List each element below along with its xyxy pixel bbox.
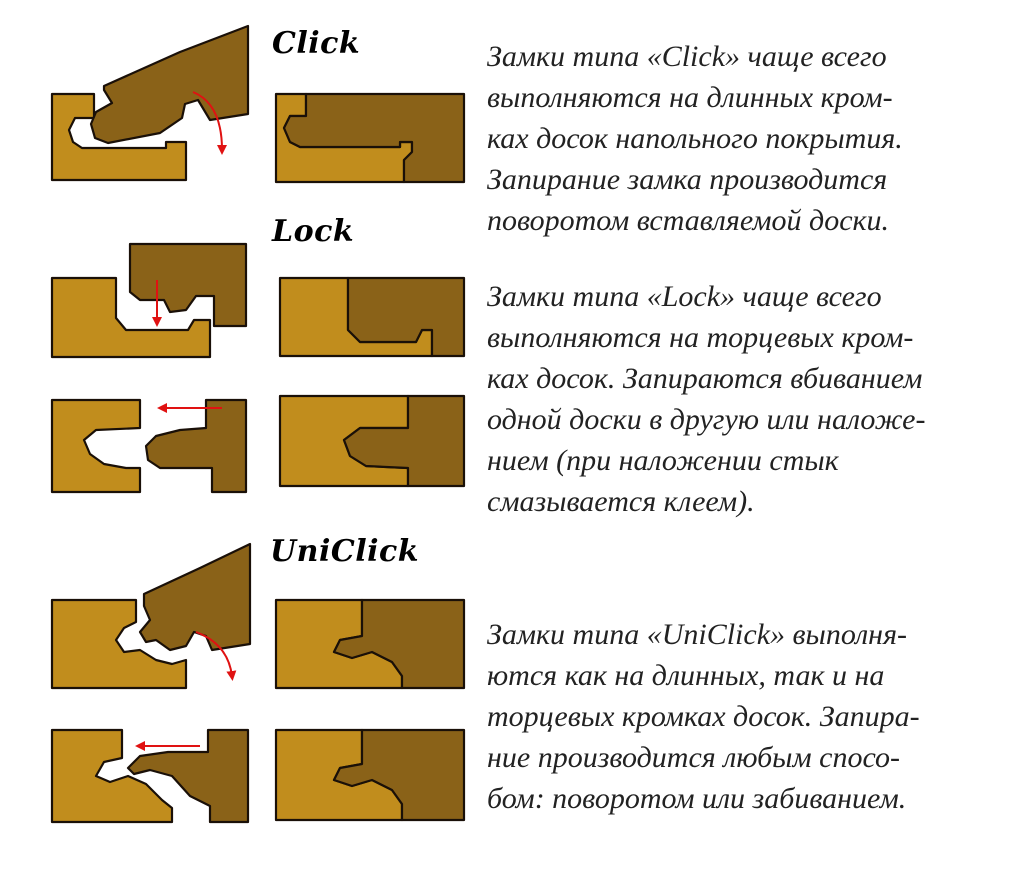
click-description-line: поворотом вставляемой доски.	[487, 204, 890, 237]
uniclick-insert-board-1	[140, 544, 250, 650]
uniclick-description-line: ние производится любым спосо-	[487, 741, 900, 774]
click-description-line: Запирание замка производится	[487, 163, 888, 196]
lock-insert-board-2	[146, 400, 246, 492]
lock-description-line: смазывается клеем).	[487, 485, 755, 518]
click-heading: Click	[272, 26, 361, 61]
click-insertion-illustration	[52, 26, 248, 180]
uniclick-description	[487, 614, 1007, 819]
uniclick-rotation-illustration	[52, 544, 250, 688]
lock-description-line: Замки типа «Lock» чаще всего	[487, 280, 882, 313]
uniclick-horizontal-insertion-illustration	[52, 730, 248, 822]
uniclick-horizontal-joined-illustration	[276, 730, 464, 820]
click-joined-illustration	[276, 94, 464, 182]
uniclick-description-line: торцевых кромках досок. Запира-	[487, 700, 920, 733]
lock-horizontal-joined-illustration	[280, 396, 464, 486]
lock-heading: Lock	[272, 214, 355, 249]
uniclick-description-line: ются как на длинных, так и на	[487, 659, 885, 692]
uniclick-heading: UniClick	[270, 534, 420, 569]
lock-vertical-joined-illustration	[280, 278, 464, 356]
click-description-line: ках досок напольного покрытия.	[487, 122, 903, 155]
lock-vertical-insertion-illustration	[52, 244, 246, 357]
lock-description-line: нием (при наложении стык	[487, 444, 839, 477]
uniclick-description-line: бом: поворотом или забиванием.	[487, 782, 907, 815]
click-insert-board	[91, 26, 248, 143]
click-description-line: выполняются на длинных кром-	[487, 81, 893, 114]
lock-description-line: ках досок. Запираются вбиванием	[487, 362, 923, 395]
click-description-line: Замки типа «Click» чаще всего	[487, 40, 887, 73]
lock-base-board-2	[52, 400, 140, 492]
lock-horizontal-insertion-illustration	[52, 400, 246, 492]
uniclick-rotation-joined-illustration	[276, 600, 464, 688]
uniclick-description-line: Замки типа «UniClick» выполня-	[487, 618, 907, 651]
lock-insert-board-1	[130, 244, 246, 326]
lock-description-line: выполняются на торцевых кром-	[487, 321, 914, 354]
uniclick-base-board-2	[52, 730, 172, 822]
lock-description	[487, 276, 1007, 522]
click-description	[487, 36, 1007, 241]
lock-description-line: одной доски в другую или наложе-	[487, 403, 926, 436]
